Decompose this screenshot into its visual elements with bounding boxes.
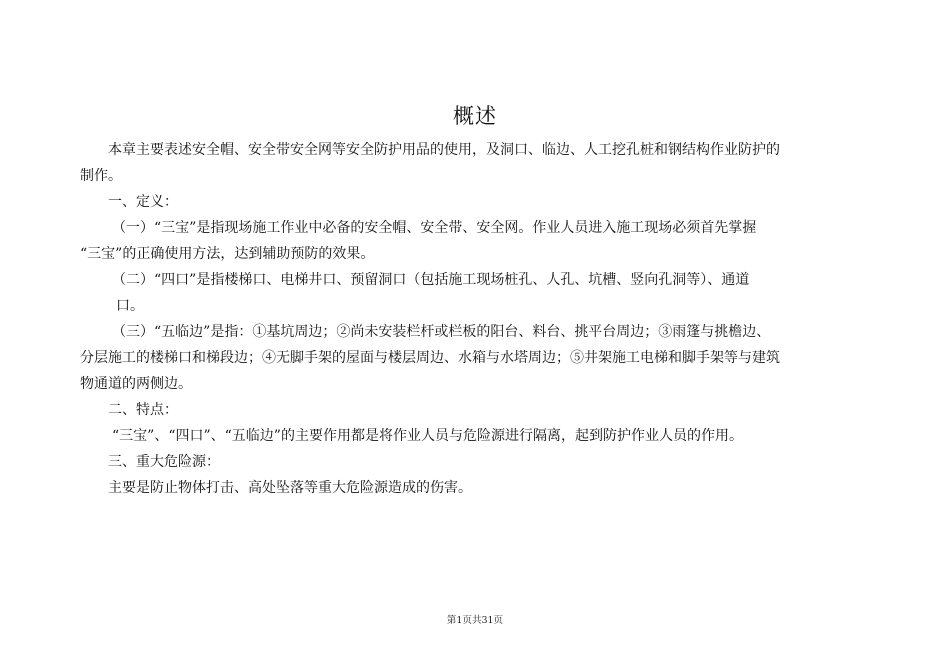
paragraph-intro-line-1: 本章主要表述安全帽、安全带安全网等安全防护用品的使用，及洞口、临边、人工挖孔桩和钢结构作业防护的	[108, 142, 780, 158]
paragraph-sikou-line-1: （二）“四口”是指楼梯口、电梯井口、预留洞口（包括施工现场桩孔、人孔、坑槽、竖向孔洞等）、通道	[112, 272, 750, 288]
page-title: 概述	[453, 104, 497, 128]
paragraph-sanbao-line-1: （一）“三宝”是指现场施工作业中必备的安全帽、安全带、安全网。作业人员进入施工现场必须首先掌握	[112, 220, 757, 236]
paragraph-major-hazards: 主要是防止物体打击、高处坠落等重大危险源造成的伤害。	[108, 480, 472, 496]
paragraph-sikou-line-2: 口。	[116, 298, 144, 314]
heading-major-hazards: 三、重大危险源：	[108, 454, 220, 470]
paragraph-features: “三宝”、“四口”、“五临边”的主要作用都是将作业人员与危险源进行隔离，起到防护作业人员的作用。	[112, 428, 743, 444]
heading-features: 二、特点：	[108, 402, 178, 418]
paragraph-intro-line-2: 制作。	[80, 168, 122, 184]
paragraph-sanbao-line-2: “三宝”的正确使用方法，达到辅助预防的效果。	[80, 246, 375, 262]
paragraph-wulinbian-line-2: 分层施工的楼梯口和梯段边；④无脚手架的屋面与楼层周边、水箱与水塔周边；⑤井架施工电梯和脚手架等与建筑	[80, 350, 780, 366]
heading-definition: 一、定义：	[108, 194, 178, 210]
page-footer: 第1页共31页	[446, 615, 504, 626]
paragraph-wulinbian-line-1: （三）“五临边”是指：①基坑周边；②尚未安装栏杆或栏板的阳台、料台、挑平台周边；③雨篷与挑檐边、	[112, 324, 771, 340]
paragraph-wulinbian-line-3: 物通道的两侧边。	[80, 376, 192, 392]
